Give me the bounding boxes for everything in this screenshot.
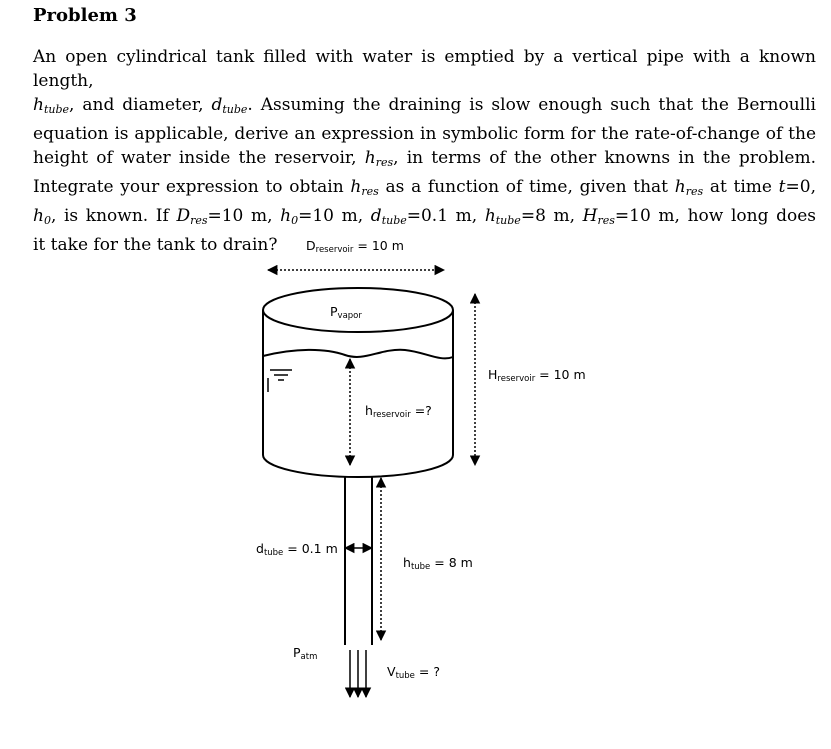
statement-line: An open cylindrical tank filled with water is emptied by a vertical pipe with a known length,: [33, 47, 816, 91]
math-symbol: h0: [33, 206, 51, 227]
label-p-atm: Patm: [293, 645, 318, 662]
statement-line: height of water inside the reservoir, $h_{res}$, in terms of the other knowns in the problem.: [33, 148, 816, 169]
tank-top-ellipse: [263, 288, 453, 332]
statement-line: it take for the tank to drain?: [33, 235, 278, 255]
math-symbol: $h_{tube}$: [33, 95, 70, 116]
math-symbol: $h_{tube}$: [484, 206, 521, 227]
water-surface: [263, 350, 453, 359]
pipe: [345, 476, 372, 645]
math-symbol: $h_{res}$: [674, 177, 704, 198]
label-p-vapor: Pvapor: [330, 304, 362, 321]
math-symbol: $h_{res}$: [350, 177, 379, 198]
label-H-reservoir: Hreservoir = 10 m: [488, 367, 586, 384]
math-symbol: h0: [280, 206, 299, 227]
math-symbol: $d_{tube}$: [211, 95, 248, 116]
water-level-symbol: [268, 370, 292, 392]
label-v-tube: Vtube = ?: [387, 664, 440, 681]
math-symbol: t: [778, 177, 786, 197]
statement-line: Integrate your expression to obtain $h_{res}$ as a function of time, given that $h_{res}$ at time t=0,: [33, 177, 816, 198]
math-symbol: $h_{res}$: [364, 148, 394, 169]
math-symbol: $D_{res}$: [176, 206, 208, 227]
label-h-reservoir: hreservoir =?: [365, 403, 432, 420]
label-d-tube: dtube = 0.1 m: [256, 541, 338, 558]
statement-line: h0, is known. If $D_{res}=10$ m, h0=10 m, $d_{tube}=0.1$ m, $h_{tube}=8$ m, $H_{res}=10$ m, how long does: [33, 206, 816, 227]
label-h-tube: htube = 8 m: [403, 555, 473, 572]
label-d-reservoir: Dreservoir = 10 m: [306, 238, 404, 255]
math-symbol: $H_{res}$: [582, 206, 615, 227]
outflow-arrows: [350, 650, 366, 697]
problem-title: Problem 3: [33, 5, 137, 26]
tank-bottom-curve: [263, 455, 453, 477]
statement-line: $h_{tube}$, and diameter, $d_{tube}$. Assuming the draining is slow enough such that the Bernoulli: [33, 95, 816, 116]
statement-line: equation is applicable, derive an expression in symbolic form for the rate-of-change of the: [33, 124, 816, 144]
math-symbol: $d_{tube}$: [370, 206, 407, 227]
